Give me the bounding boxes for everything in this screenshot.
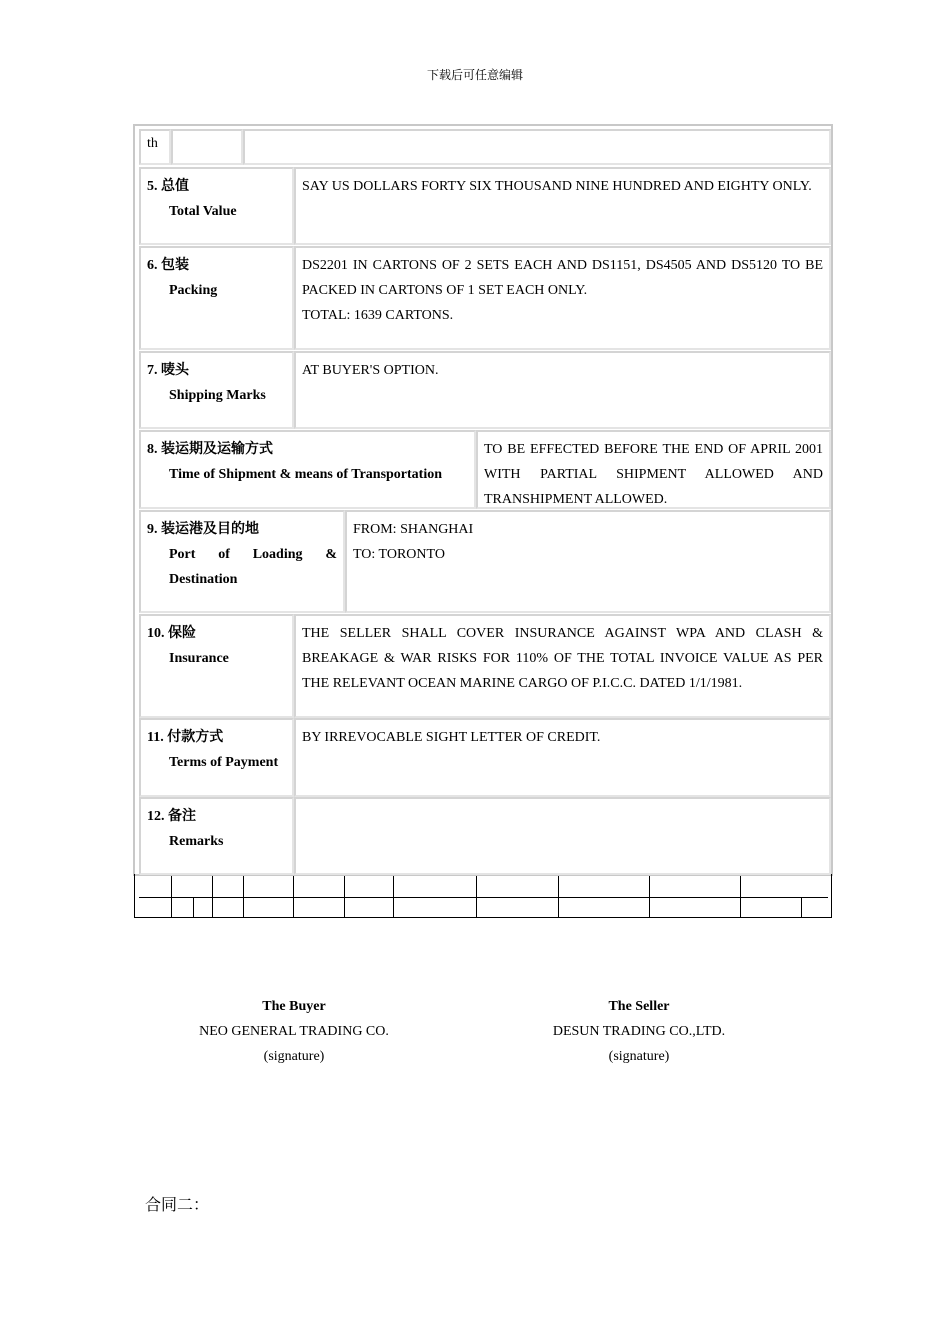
value-line: TO: TORONTO xyxy=(353,547,445,562)
label-cn: 12. 备注 xyxy=(147,809,196,824)
seller-title: The Seller xyxy=(608,999,670,1014)
contract-two-heading: 合同二： xyxy=(145,1197,210,1214)
top-row-cell-1 xyxy=(139,129,171,165)
row-label-terms-of-payment xyxy=(139,718,294,797)
label-en: Insurance xyxy=(169,651,229,666)
row-value-time-of-shipment xyxy=(476,430,831,509)
label-en: Time of Shipment & means of Transportation xyxy=(169,467,443,482)
label-cn: 9. 装运港及目的地 xyxy=(147,522,259,537)
row-value-port xyxy=(345,510,831,613)
label-cn: 10. 保险 xyxy=(147,626,196,641)
label-cn: 11. 付款方式 xyxy=(147,730,224,745)
buyer-title: The Buyer xyxy=(262,999,326,1014)
row-value-packing xyxy=(294,246,831,350)
label-cn: 5. 总值 xyxy=(147,179,189,194)
label-en: Remarks xyxy=(169,834,224,849)
top-row-cell-2 xyxy=(171,129,243,165)
row-label-port xyxy=(139,510,345,613)
row-value-insurance xyxy=(294,614,831,718)
row-value-terms-of-payment xyxy=(294,718,831,797)
label-en: Packing xyxy=(169,283,218,298)
label-en: Total Value xyxy=(169,204,237,219)
row-label-time-of-shipment xyxy=(139,430,476,509)
row-value-total-value xyxy=(294,167,831,245)
value-line: SAY US DOLLARS FORTY SIX THOUSAND NINE HUNDRED AND EIGHTY ONLY. xyxy=(302,179,812,194)
row-label-packing xyxy=(139,246,294,350)
seller-name: DESUN TRADING CO.,LTD. xyxy=(552,1024,726,1039)
label-cn: 8. 装运期及运输方式 xyxy=(147,442,273,457)
page-header: 下载后可任意编辑 xyxy=(426,68,523,82)
row-label-insurance xyxy=(139,614,294,718)
row-label-shipping-marks xyxy=(139,351,294,429)
seller-signature-block xyxy=(489,994,789,1069)
top-row-cell-3 xyxy=(243,129,831,165)
seller-signature: (signature) xyxy=(608,1049,670,1064)
label-en: Terms of Payment xyxy=(169,755,279,770)
label-cn: 6. 包装 xyxy=(147,258,189,273)
value-line: DS2201 IN CARTONS OF 2 SETS EACH AND DS1151, DS4505 AND DS5120 TO BE PACKED IN CARTONS OF 1 SET EACH ONLY. xyxy=(302,258,823,298)
row-value-remarks xyxy=(294,797,831,875)
value-line: THE SELLER SHALL COVER INSURANCE AGAINST WPA AND CLASH & BREAKAGE & WAR RISKS FOR 110% OF THE TOTAL INVOICE VALUE AS PER THE RELEVANT OCEAN MARINE CARGO OF P.I.C.C. DATED 1/1/1981. xyxy=(302,626,823,691)
buyer-name: NEO GENERAL TRADING CO. xyxy=(199,1024,389,1039)
label-en: Shipping Marks xyxy=(169,388,266,403)
row-label-remarks xyxy=(139,797,294,875)
buyer-signature-block xyxy=(144,994,444,1069)
buyer-signature: (signature) xyxy=(263,1049,325,1064)
label-cn: 7. 唛头 xyxy=(147,363,189,378)
value-line: AT BUYER'S OPTION. xyxy=(302,363,439,378)
value-line: FROM: SHANGHAI xyxy=(353,522,474,537)
row-label-total-value xyxy=(139,167,294,245)
top-row-text: th xyxy=(147,136,158,151)
label-en: Port of Loading & Destination xyxy=(169,547,337,587)
value-line: TO BE EFFECTED BEFORE THE END OF APRIL 2001 WITH PARTIAL SHIPMENT ALLOWED AND TRANSHIPMENT ALLOWED. xyxy=(484,442,823,507)
value-line: TOTAL: 1639 CARTONS. xyxy=(302,308,454,323)
row-value-shipping-marks xyxy=(294,351,831,429)
value-line: BY IRREVOCABLE SIGHT LETTER OF CREDIT. xyxy=(302,730,601,745)
